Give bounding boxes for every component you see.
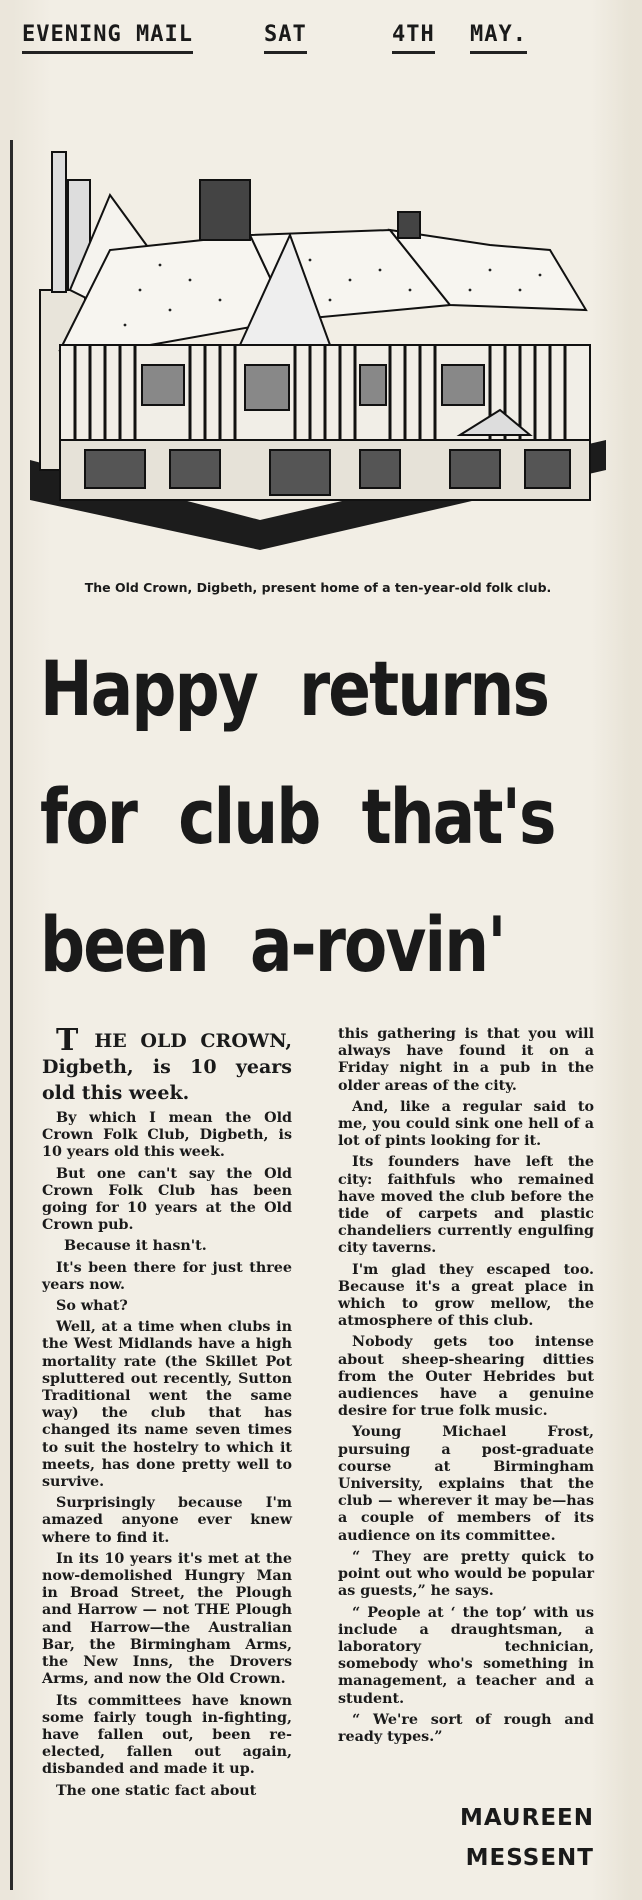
article-lede [42, 1023, 292, 1106]
paragraph: Well, at a time when clubs in the West Midlands have a high mortality rate (the Skillet Pot spluttered out recently, Sutton Traditional went the same way) the club that has changed its name seven times to suit the hostelry to which it meets, has done pretty well to survive. [42, 1319, 292, 1491]
paragraph: By which I mean the Old Crown Folk Club, Digbeth, is 10 years old this week. [42, 1110, 292, 1161]
masthead [22, 18, 622, 64]
headline-line-2: for club that's [40, 772, 555, 861]
paragraph: “ We're sort of rough and ready types.” [338, 1711, 594, 1745]
paragraph: So what? [56, 1298, 128, 1315]
masthead-day: SAT [264, 22, 307, 54]
paragraph: this gathering is that you will always have found it on a Friday night in a pub in the older areas of the city. [338, 1026, 594, 1094]
paragraph: It's been there for just three years now. [42, 1259, 292, 1293]
photo-caption: The Old Crown, Digbeth, present home of a ten-year-old folk club. [84, 580, 552, 595]
paragraph: But one can't say the Old Crown Folk Club has been going for 10 years at the Old Crown pub. [42, 1165, 292, 1234]
paragraph: Surprisingly because I'm amazed anyone ever knew where to find it. [42, 1495, 292, 1546]
paragraph: “ People at ‘ the top’ with us include a draughtsman, a laboratory technician, somebody who's something in management, a teacher and a student. [338, 1604, 594, 1707]
paragraph: And, like a regular said to me, you could sink one hell of a lot of pints looking for it. [338, 1098, 594, 1150]
paragraph: Its committees have known some fairly tough in-fighting, have fallen out, been re-elected, fallen out again, disbanded and made it up. [42, 1692, 292, 1778]
masthead-date: 4TH [392, 22, 435, 54]
headline [40, 625, 564, 1009]
paragraph: Nobody gets too intense about sheep-shearing ditties from the Outer Hebrides but audiences have a genuine desire for true folk music. [338, 1334, 594, 1420]
paragraph: The one static fact about [56, 1782, 257, 1799]
masthead-paper: EVENING MAIL [22, 22, 193, 54]
headline-line-3: been a-rovin' [40, 900, 505, 989]
drop-cap: T [56, 1023, 79, 1058]
lede-text: HE OLD CROWN, Digbeth, is 10 years old this week. [42, 1030, 292, 1104]
paragraph: Its founders have left the city: faithfuls who remained have moved the club before the tide of carpets and plastic chandeliers currently engulfing city taverns. [338, 1154, 594, 1257]
article-column-right [338, 1026, 594, 1750]
column-rule [10, 140, 13, 1890]
byline-first-name: MAUREEN [459, 1805, 594, 1831]
masthead-month: MAY. [470, 22, 527, 54]
paragraph: Because it hasn't. [64, 1238, 207, 1255]
paragraph: Young Michael Frost, pursuing a post-graduate course at Birmingham University, explains that the club — wherever it may be—has a couple of members of its audience on its committee. [338, 1424, 594, 1544]
paragraph: “ They are pretty quick to point out who would be popular as guests,” he says. [338, 1548, 594, 1600]
byline-last-name: MESSENT [465, 1845, 594, 1871]
byline [460, 1798, 594, 1878]
paragraph: In its 10 years it's met at the now-demolished Hungry Man in Broad Street, the Plough and Harrow — not THE Plough and Harrow—the Australian Bar, the Birmingham Arms, the New Inns, the Drovers Arms, and now the Old Crown. [42, 1550, 292, 1688]
article-column-left [42, 1023, 292, 1804]
headline-line-1: Happy returns [40, 644, 549, 733]
paragraph: I'm glad they escaped too. Because it's a great place in which to grow mellow, the atmosphere of this club. [338, 1261, 594, 1330]
old-crown-building-illustration [30, 140, 606, 560]
